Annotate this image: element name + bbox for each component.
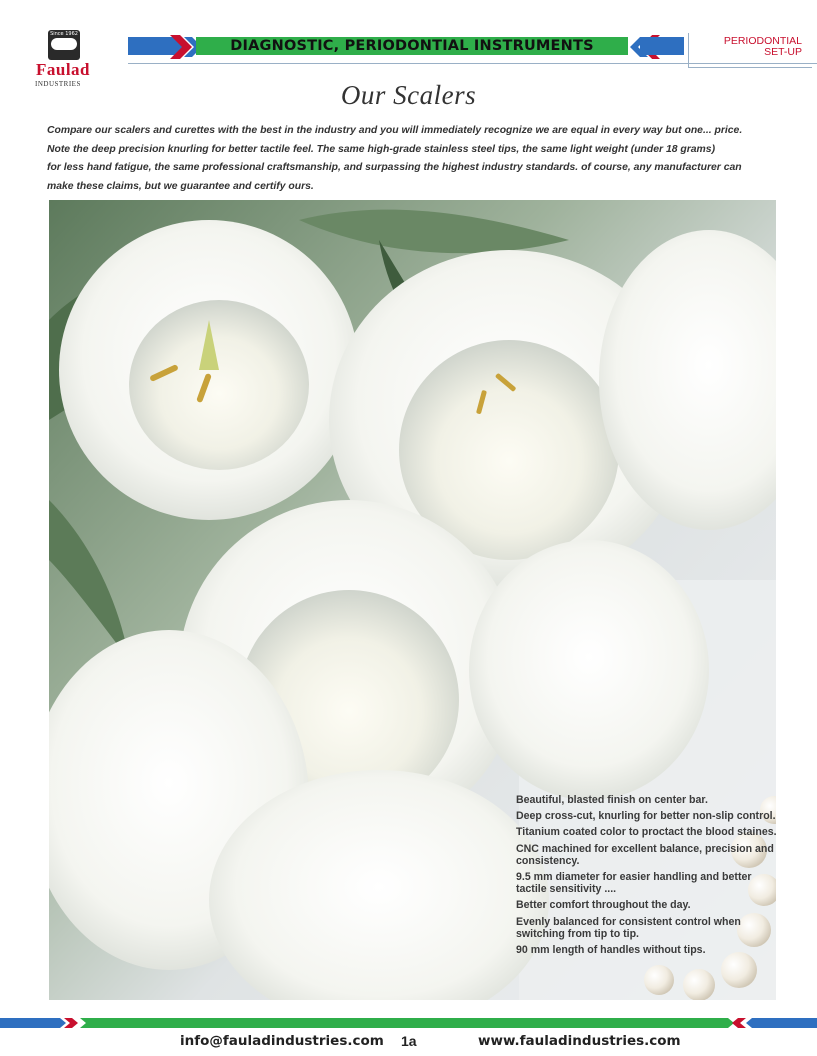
header-band-right: [640, 37, 684, 55]
feature-item: Beautiful, blasted finish on center bar.: [516, 794, 708, 806]
logo-subtitle: INDUSTRIES: [35, 80, 81, 88]
feature-item: Evenly balanced for consistent control when switching from tip to tip.: [516, 915, 741, 940]
intro-line: Compare our scalers and curettes with the best in the industry and you will immediately recognize we are equal in every way but one... price.: [47, 125, 743, 136]
logo-badge: [48, 30, 80, 60]
intro-line: for less hand fatigue, the same professional craftsmanship, and surpassing the highest industry standards. of course, any manufacturer can: [47, 162, 742, 173]
logo-name: Faulad: [36, 60, 91, 79]
feature-item: Titanium coated color to proctact the blood staines.: [516, 826, 777, 839]
feature-item: 90 mm length of handles without tips.: [516, 944, 706, 957]
feature-list: [516, 794, 784, 960]
feature-item: CNC machined for excellent balance, precision and consistency.: [516, 842, 774, 867]
feature-item: Better comfort throughout the day.: [516, 899, 691, 912]
header-title: DIAGNOSTIC, PERIODONTIAL INSTRUMENTS: [230, 38, 594, 54]
intro-paragraph: [47, 122, 767, 196]
footer-website[interactable]: www.fauladindustries.com: [478, 1033, 681, 1049]
feature-item: Deep cross-cut, knurling for better non-slip control.: [516, 810, 776, 823]
footer-email[interactable]: info@fauladindustries.com: [180, 1033, 384, 1049]
section-tag: [688, 33, 812, 68]
page-title: Our Scalers: [340, 80, 477, 110]
footer-band: [0, 1018, 817, 1028]
feature-item: 9.5 mm diameter for easier handling and better tactile sensitivity ....: [516, 871, 752, 896]
section-tag-text: [724, 36, 802, 58]
intro-line: Note the deep precision knurling for better tactile feel. The same high-grade stainless steel tips, the same light weight (under 18 grams): [47, 143, 716, 155]
section-tag-line1: PERIODONTIAL: [723, 35, 802, 47]
logo-badge-oval: [51, 38, 77, 50]
section-tag-line2: SET-UP: [764, 46, 802, 58]
logo-badge-since: Since 1962: [50, 31, 78, 37]
page-number: 1a: [401, 1033, 417, 1049]
intro-line: make these claims, but we guarantee and certify ours.: [47, 180, 314, 192]
